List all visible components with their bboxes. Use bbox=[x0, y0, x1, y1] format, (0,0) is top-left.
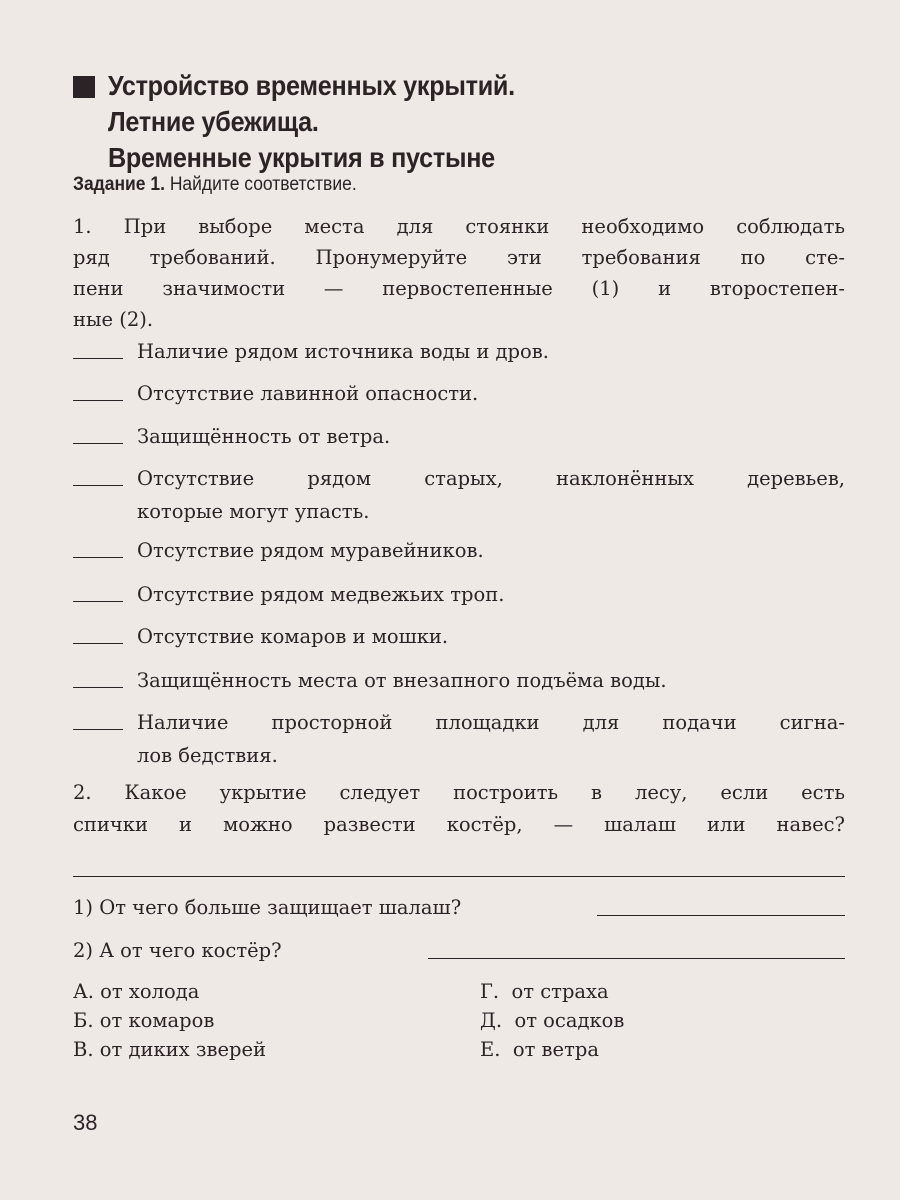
item-rank-blank[interactable] bbox=[73, 687, 123, 688]
item-rank-blank[interactable] bbox=[73, 443, 123, 444]
q1-line: пени значимости — первостепенные (1) и второстепен- bbox=[73, 277, 845, 300]
option: Д. от осадков bbox=[480, 1009, 625, 1032]
item-text: Наличие просторной площадки для подачи сигна- bbox=[137, 711, 845, 734]
item-text-continuation: которые могут упасть. bbox=[137, 500, 370, 523]
heading-line-2: Летние убежища. bbox=[108, 106, 319, 137]
page-number: 38 bbox=[73, 1110, 98, 1135]
option: Е. от ветра bbox=[480, 1038, 599, 1061]
option: А. от холода bbox=[73, 980, 200, 1003]
option: В. от диких зверей bbox=[73, 1038, 267, 1061]
item-rank-blank[interactable] bbox=[73, 358, 123, 359]
q1-line: ные (2). bbox=[73, 308, 154, 331]
item-rank-blank[interactable] bbox=[73, 485, 123, 486]
q2-line: 2. Какое укрытие следует построить в лесу, если есть bbox=[73, 781, 845, 804]
item-text: Отсутствие рядом старых, наклонённых деревьев, bbox=[137, 467, 845, 490]
item-rank-blank[interactable] bbox=[73, 557, 123, 558]
option: Б. от комаров bbox=[73, 1009, 215, 1032]
heading-bullet-icon bbox=[73, 76, 95, 98]
q2-answer-line[interactable] bbox=[73, 876, 845, 877]
item-text: Отсутствие рядом медвежьих троп. bbox=[137, 583, 505, 606]
item-rank-blank[interactable] bbox=[73, 729, 123, 730]
q2-sub1-answer-line[interactable] bbox=[597, 915, 845, 916]
item-text: Отсутствие рядом муравейников. bbox=[137, 539, 484, 562]
q1-line: 1. При выборе места для стоянки необходимо соблюдать bbox=[73, 215, 845, 238]
q1-line: ряд требований. Пронумеруйте эти требования по сте- bbox=[73, 246, 845, 269]
item-text-continuation: лов бедствия. bbox=[137, 744, 278, 767]
q2-sub2: 2) А от чего костёр? bbox=[73, 939, 282, 962]
q2-sub1: 1) От чего больше защищает шалаш? bbox=[73, 896, 462, 919]
item-text: Отсутствие комаров и мошки. bbox=[137, 625, 449, 648]
q2-sub2-answer-line[interactable] bbox=[428, 958, 845, 959]
heading-line-3: Временные укрытия в пустыне bbox=[108, 142, 495, 173]
option: Г. от страха bbox=[480, 980, 609, 1003]
heading-line-1: Устройство временных укрытий. bbox=[108, 70, 515, 101]
item-text: Защищённость места от внезапного подъёма воды. bbox=[137, 669, 667, 692]
item-rank-blank[interactable] bbox=[73, 400, 123, 401]
item-rank-blank[interactable] bbox=[73, 643, 123, 644]
task-label: Задание 1. bbox=[73, 174, 165, 195]
item-text: Наличие рядом источника воды и дров. bbox=[137, 340, 549, 363]
item-rank-blank[interactable] bbox=[73, 601, 123, 602]
item-text: Отсутствие лавинной опасности. bbox=[137, 382, 479, 405]
task-text: Найдите соответствие. bbox=[164, 174, 357, 195]
item-text: Защищённость от ветра. bbox=[137, 425, 391, 448]
q2-line: спички и можно развести костёр, — шалаш или навес? bbox=[73, 813, 845, 836]
task-title bbox=[73, 174, 357, 196]
